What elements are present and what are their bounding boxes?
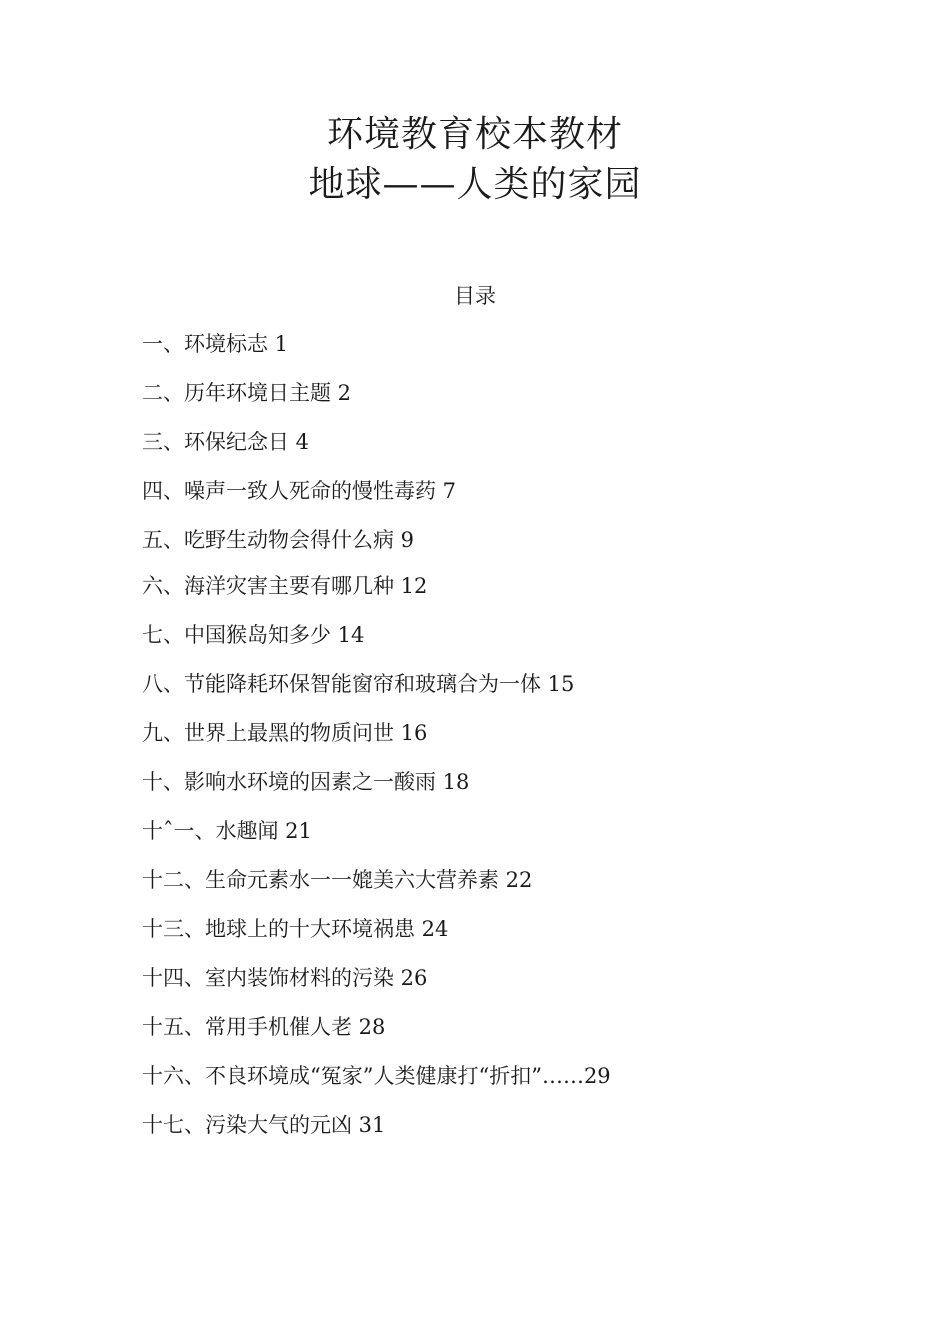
- toc-entry: 七、中国猴岛知多少 14: [142, 623, 365, 647]
- toc-heading: 目录: [454, 284, 496, 308]
- toc-entry: 十三、地球上的十大环境祸患 24: [142, 917, 449, 941]
- toc-entry: 六、海洋灾害主要有哪几种 12: [142, 574, 428, 598]
- toc-entry: 十、影响水环境的因素之一酸雨 18: [142, 770, 470, 794]
- document-subtitle: 地球——人类的家园: [308, 164, 642, 205]
- toc-entry: 十ˆ一、水趣闻 21: [142, 819, 312, 843]
- toc-entry: 十五、常用手机催人老 28: [142, 1015, 386, 1039]
- toc-entry: 十四、室内装饰材料的污染 26: [142, 966, 428, 990]
- toc-entry: 十六、不良环境成“冤家”人类健康打“折扣”……29: [142, 1064, 611, 1088]
- toc-entry: 十二、生命元素水一一媲美六大营养素 22: [142, 868, 533, 892]
- document-title: 环境教育校本教材: [326, 114, 623, 155]
- toc-entry: 九、世界上最黑的物质问世 16: [142, 721, 428, 745]
- toc-entry: 四、噪声一致人死命的慢性毒药 7: [142, 479, 457, 503]
- toc-entry: 十七、污染大气的元凶 31: [142, 1113, 386, 1137]
- toc-entry: 二、历年环境日主题 2: [142, 381, 352, 405]
- toc-entry: 一、环境标志 1: [142, 332, 289, 356]
- toc-entry: 三、环保纪念日 4: [142, 430, 310, 454]
- toc-entry: 八、节能降耗环保智能窗帘和玻璃合为一体 15: [142, 672, 575, 696]
- toc-entry: 五、吃野生动物会得什么病 9: [142, 528, 415, 552]
